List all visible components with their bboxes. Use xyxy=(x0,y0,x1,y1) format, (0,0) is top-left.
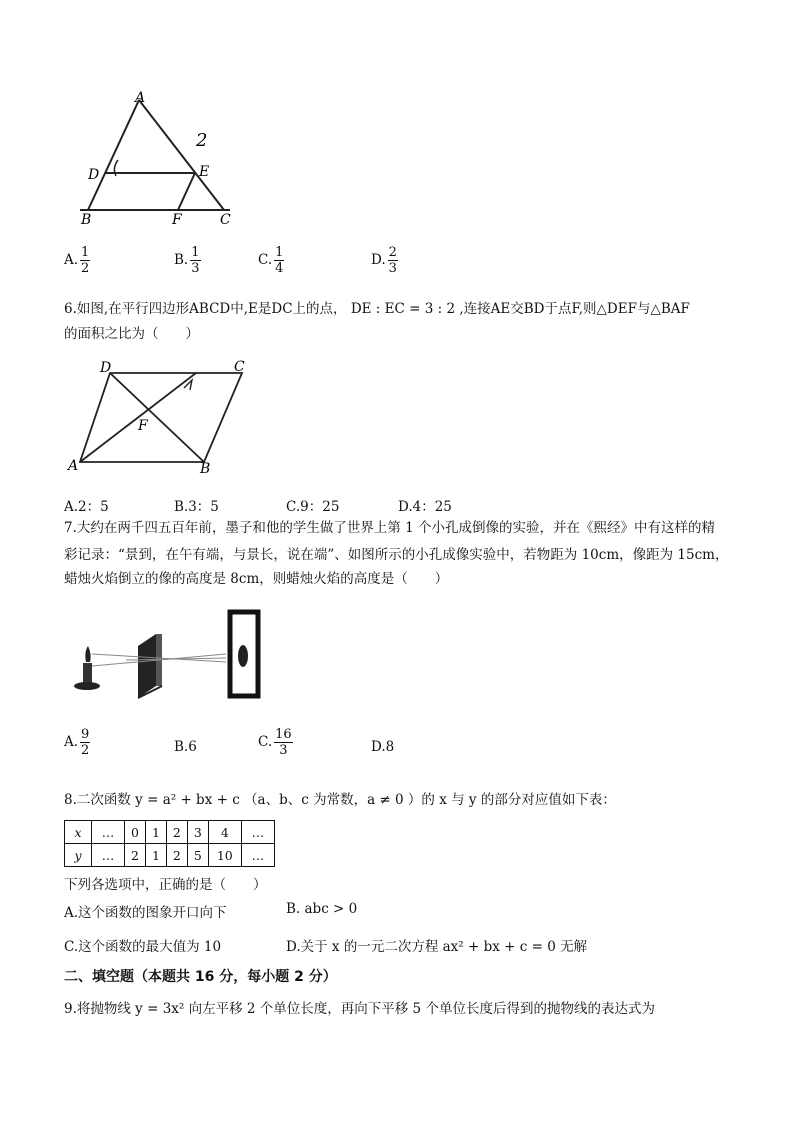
label-d: D xyxy=(100,360,112,376)
edge-ac xyxy=(139,100,224,210)
q7-option-a: A. $\frac{9}{2}$ xyxy=(64,727,90,758)
table-cell: … xyxy=(92,844,125,867)
q8-prompt: 下列各选项中，正确的是（ ） xyxy=(64,877,267,893)
label-f: F xyxy=(138,418,148,434)
q5-option-c: C. $\frac{1}{4}$ xyxy=(258,245,284,276)
q6-option-b: B.3：5 xyxy=(174,499,219,515)
q5-option-b: B. $\frac{1}{3}$ xyxy=(174,245,200,276)
figure-parallelogram xyxy=(64,358,264,478)
q7-option-d: D.8 xyxy=(371,739,395,755)
table-cell: 3 xyxy=(187,821,208,844)
q5-option-a: A. $\frac{1}{2}$ xyxy=(64,245,90,276)
q8-option-c: C.这个函数的最大值为 10 xyxy=(64,939,222,955)
q8-option-a: A.这个函数的图象开口向下 xyxy=(64,905,227,921)
q6-line2: 的面积之比为（ ） xyxy=(64,326,199,342)
q8-option-b: B. abc > 0 xyxy=(286,901,358,917)
edge-ab xyxy=(88,100,139,210)
q8-option-d: D.关于 x 的一元二次方程 ax² + bx + c = 0 无解 xyxy=(286,939,588,955)
label-e: E xyxy=(199,164,210,180)
q8-line1: 8.二次函数 y = a² + bx + c （a、b、c 为常数，a ≠ 0 ）的 x 与 y 的部分对应值如下表： xyxy=(64,792,616,808)
table-cell: 0 xyxy=(125,821,146,844)
q8-value-table xyxy=(64,820,275,867)
q7-line3: 蜡烛火焰倒立的像的高度是 8cm，则蜡烛火焰的高度是（ ） xyxy=(64,571,449,587)
section-title: 二、填空题（本题共 16 分，每小题 2 分） xyxy=(64,969,337,985)
table-cell: 4 xyxy=(208,821,241,844)
label-a: A xyxy=(135,90,146,106)
label-c: C xyxy=(234,359,245,375)
table-cell: 2 xyxy=(166,821,187,844)
screen xyxy=(230,612,258,696)
q7-option-c: C. $\frac{16}{3}$ xyxy=(258,727,292,758)
table-cell: 5 xyxy=(187,844,208,867)
label-c: C xyxy=(220,212,231,228)
table-cell: 2 xyxy=(166,844,187,867)
table-cell: y xyxy=(65,844,92,867)
annotation-2: 2 xyxy=(196,130,208,151)
table-cell: 10 xyxy=(208,844,241,867)
diagonal-db xyxy=(110,373,204,462)
table-cell: 1 xyxy=(145,821,166,844)
table-cell: … xyxy=(241,844,274,867)
table-cell: … xyxy=(92,821,125,844)
table-cell: … xyxy=(241,821,274,844)
label-b: B xyxy=(81,212,92,228)
parallelogram-abcd xyxy=(80,373,242,462)
edge-ef xyxy=(178,173,195,210)
table-cell: 2 xyxy=(125,844,146,867)
q7-line2: 彩记录：“景到，在午有端，与景长，说在端”、如图所示的小孔成像实验中，若物距为 10cm，像距为 15cm， xyxy=(64,547,729,563)
label-b: B xyxy=(200,461,211,477)
q6-option-a: A.2：5 xyxy=(64,499,109,515)
pinhole-board xyxy=(138,634,162,698)
figure-triangle xyxy=(78,90,248,230)
table-row-y xyxy=(65,844,275,867)
q9-line1: 9.将抛物线 y = 3x² 向左平移 2 个单位长度，再向下平移 5 个单位长度后得到的抛物线的表达式为 xyxy=(64,1001,655,1017)
q5-option-d: D. $\frac{2}{3}$ xyxy=(371,245,397,276)
q6-option-c: C.9：25 xyxy=(286,499,340,515)
q7-option-b: B.6 xyxy=(174,739,197,755)
table-row-x xyxy=(65,821,275,844)
q6-option-d: D.4：25 xyxy=(398,499,452,515)
q7-line1: 7.大约在两千四五百年前，墨子和他的学生做了世界上第 1 个小孔成倒像的实验，并在《熙经》中有这样的精 xyxy=(64,520,716,536)
q6-line1: 6.如图,在平行四边形ABCD中,E是DC上的点， DE : EC = 3 : 2 ,连接AE交BD于点F,则△DEF与△BAF xyxy=(64,301,690,317)
label-d: D xyxy=(88,167,100,183)
label-f: F xyxy=(172,212,182,228)
table-cell: 1 xyxy=(145,844,166,867)
table-cell: x xyxy=(65,821,92,844)
figure-pinhole-camera xyxy=(66,606,276,706)
candle-icon xyxy=(74,646,100,690)
label-a: A xyxy=(68,458,79,474)
